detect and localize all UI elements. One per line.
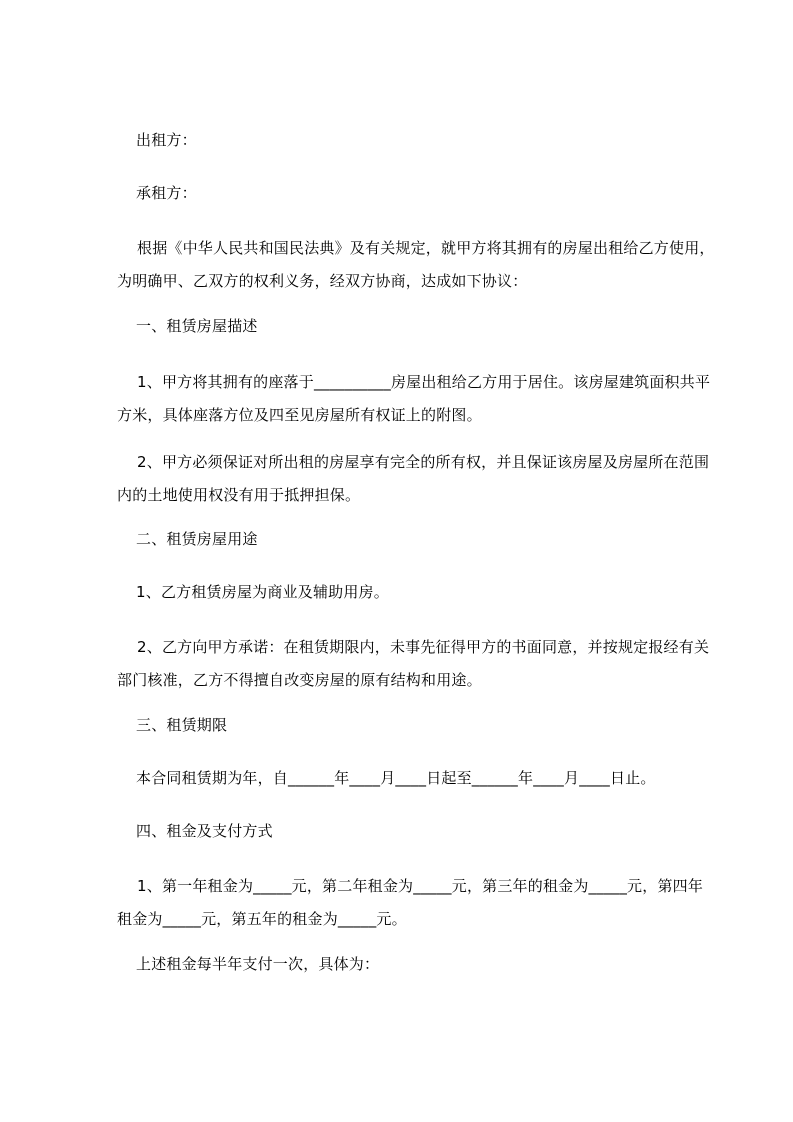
section-heading-4: 四、租金及支付方式 bbox=[136, 822, 273, 840]
section-1-clause-2: 2、甲方必须保证对所出租的房屋享有完全的所有权，并且保证该房屋及房屋所在范围内的土地使用权没有用于抵押担保。 bbox=[117, 453, 710, 504]
section-4-clause-2: 上述租金每半年支付一次，具体为： bbox=[136, 955, 380, 973]
section-3-clause-1: 本合同租赁期为年，自______年____月____日起至______年____月____日止。 bbox=[136, 769, 656, 787]
section-1-clause-1: 1、甲方将其拥有的座落于__________房屋出租给乙方用于居住。该房屋建筑面积共平方米，具体座落方位及四至见房屋所有权证上的附图。 bbox=[117, 373, 711, 424]
section-2-clause-2: 2、乙方向甲方承诺：在租赁期限内，未事先征得甲方的书面同意，并按规定报经有关部门核准，乙方不得擅自改变房屋的原有结构和用途。 bbox=[117, 638, 710, 689]
section-2-clause-1: 1、乙方租赁房屋为商业及辅助用房。 bbox=[136, 583, 389, 601]
section-heading-1: 一、租赁房屋描述 bbox=[136, 317, 258, 335]
section-heading-3: 三、租赁期限 bbox=[136, 716, 228, 734]
lessee-label: 承租方： bbox=[136, 184, 197, 202]
lessor-label: 出租方： bbox=[136, 131, 197, 149]
preamble-paragraph: 根据《中华人民共和国民法典》及有关规定，就甲方将其拥有的房屋出租给乙方使用，为明确甲、乙双方的权利义务，经双方协商，达成如下协议： bbox=[117, 239, 715, 290]
section-heading-2: 二、租赁房屋用途 bbox=[136, 530, 258, 548]
section-4-clause-1: 1、第一年租金为_____元，第二年租金为_____元，第三年的租金为_____元，第四年租金为_____元，第五年的租金为_____元。 bbox=[117, 877, 704, 928]
